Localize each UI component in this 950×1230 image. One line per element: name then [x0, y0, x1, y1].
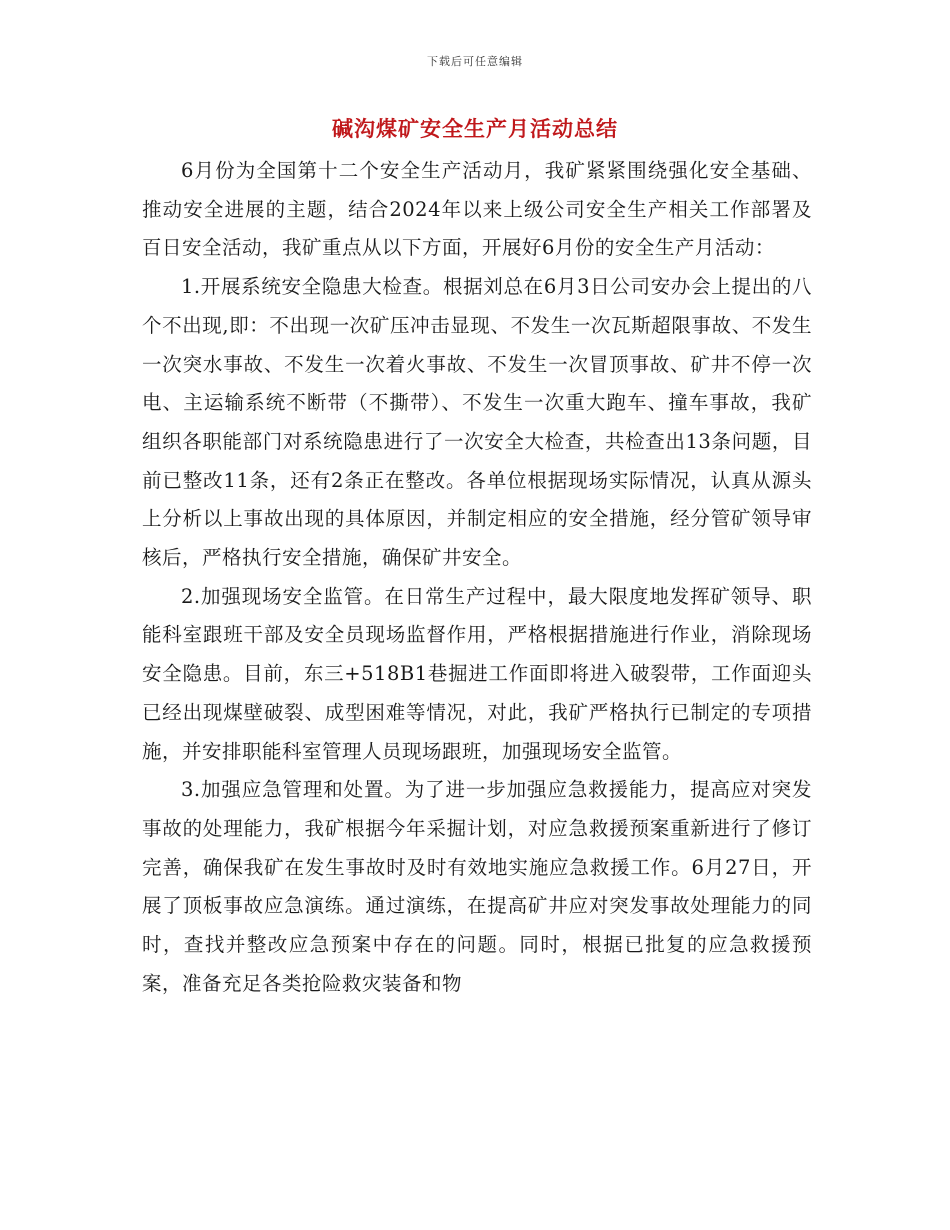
document-title: 碱沟煤矿安全生产月活动总结 [332, 116, 618, 141]
paragraph-item-3: 3.加强应急管理和处置。为了进一步加强应急救援能力，提高应对突发事故的处理能力，我矿根据今年采掘计划，对应急救援预案重新进行了修订完善，确保我矿在发生事故时及时有效地实施应急救援工作。6月27日，开展了顶板事故应急演练。通过演练，在提高矿井应对突发事故处理能力的同时，查找并整改应急预案中存在的问题。同时，根据已批复的应急救援预案，准备充足各类抢险救灾装备和物 [142, 778, 812, 995]
paragraph-item-2: 2.加强现场安全监管。在日常生产过程中，最大限度地发挥矿领导、职能科室跟班干部及安全员现场监督作用，严格根据措施进行作业，消除现场安全隐患。目前，东三+518B1巷掘进工作面即将进入破裂带，工作面迎头已经出现煤壁破裂、成型困难等情况，对此，我矿严格执行已制定的专项措施，并安排职能科室管理人员现场跟班，加强现场安全监管。 [142, 584, 812, 763]
header-note: 下载后可任意编辑 [427, 55, 523, 68]
paragraph-item-1: 1.开展系统安全隐患大检查。根据刘总在6月3日公司安办会上提出的八个不出现,即：不出现一次矿压冲击显现、不发生一次瓦斯超限事故、不发生一次突水事故、不发生一次着火事故、不发生一次冒顶事故、矿井不停一次电、主运输系统不断带（不撕带）、不发生一次重大跑车、撞车事故，我矿组织各职能部门对系统隐患进行了一次安全大检查，共检查出13条问题，目前已整改11条，还有2条正在整改。各单位根据现场实际情况，认真从源头上分析以上事故出现的具体原因，并制定相应的安全措施，经分管矿领导审核后，严格执行安全措施，确保矿井安全。 [142, 275, 812, 570]
paragraph-intro: 6月份为全国第十二个安全生产活动月，我矿紧紧围绕强化安全基础、推动安全进展的主题，结合2024年以来上级公司安全生产相关工作部署及百日安全活动，我矿重点从以下方面，开展好6月份的安全生产月活动： [142, 159, 812, 260]
document-body [142, 152, 812, 1003]
